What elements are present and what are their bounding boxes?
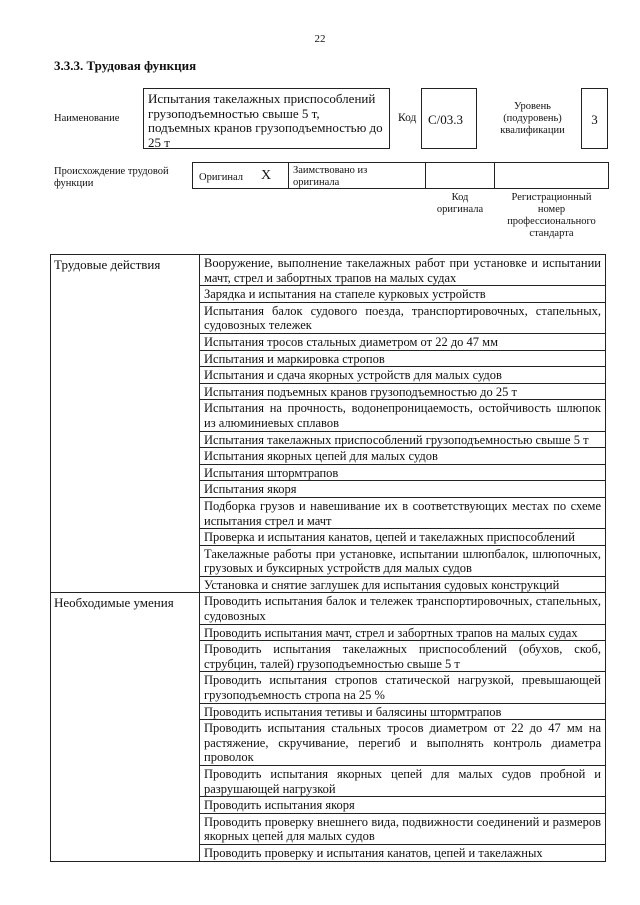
required-skills-row [51,593,606,861]
code-original-cell [425,162,495,189]
labor-actions-label: Трудовые действия [51,255,200,593]
list-item: Проводить испытания тетивы и балясины штормтрапов [200,704,605,721]
list-item: Установка и снятие заглушек для испытания судовых конструкций [204,577,560,592]
list-item: Проводить проверку внешнего вида, подвижности соединений и размеров якорных цепей для малых судов [200,814,605,845]
origin-original-cell [192,162,289,189]
list-item: Испытания и маркировка стропов [200,351,605,368]
list-item: Испытания штормтрапов [200,465,605,482]
list-item: Проводить испытания стальных тросов диаметром от 22 до 47 мм на растяжение, скручивание, перегиб и выполнять контроль диаметра проволок [200,720,605,766]
list-item: Вооружение, выполнение такелажных работ при установке и испытании мачт, стрел и забортных трапов на малых судах [200,255,605,286]
list-item: Испытания тросов стальных диаметром от 22 до 47 мм [200,334,605,351]
list-item: Проводить испытания балок и тележек транспортировочных, стапельных, судовозных [200,593,605,624]
list-item: Зарядка и испытания на стапеле курковых устройств [200,286,605,303]
list-item: Испытания балок судового поезда, транспортировочных, стапельных, судовозных тележек [200,303,605,334]
qualification-level-value: 3 [581,88,608,149]
name-value: Испытания такелажных приспособлений грузоподъемностью свыше 5 т, подъемных кранов грузоподъемностью до 25 т [143,88,390,149]
list-item: Испытания якорных цепей для малых судов [200,448,605,465]
page-number: 22 [314,33,326,45]
original-label: Оригинал [199,172,243,183]
code-value: С/03.3 [421,88,477,149]
list-item: Такелажные работы при установке, испытании шлюпбалок, шлюпочных, грузовых и буксирных устройств для малых судов [200,546,605,577]
borrowed-cell: Заимствовано из оригинала [288,162,426,189]
origin-label: Происхождение трудовой функции [54,166,169,189]
reg-number-caption: Регистрационный номер профессионального стандарта [507,192,596,239]
list-item: Испытания якоря [200,481,605,498]
list-item: Испытания и сдача якорных устройств для малых судов [200,367,605,384]
list-item: Проверка и испытания канатов, цепей и такелажных приспособлений [200,529,605,546]
labor-actions-list [200,255,606,593]
list-item: Проводить испытания мачт, стрел и забортных трапов на малых судах [200,625,605,642]
labor-actions-row [51,255,606,593]
list-item: Проводить испытания такелажных приспособлений (обухов, скоб, струбцин, талей) грузоподъемностью свыше 5 т [200,641,605,672]
list-item: Подборка грузов и навешивание их в соответствующих местах по схеме испытания стрел и мачт [200,498,605,529]
section-title: 3.3.3. Трудовая функция [54,58,197,73]
qualification-level-label: Уровень (подуровень) квалификации [500,101,565,136]
list-item: Испытания подъемных кранов грузоподъемностью до 25 т [200,384,605,401]
original-mark: X [261,168,272,183]
function-table [50,254,606,862]
list-item: Проводить проверку и испытания канатов, цепей и такелажных [204,845,543,860]
required-skills-list [200,593,606,861]
list-item: Проводить испытания якорных цепей для малых судов пробной и разрушающей нагрузкой [200,766,605,797]
code-original-caption: Код оригинала [436,192,484,215]
list-item: Испытания такелажных приспособлений грузоподъемностью свыше 5 т [200,432,605,449]
required-skills-label: Необходимые умения [51,593,200,861]
list-item: Проводить испытания стропов статической нагрузкой, превышающей грузоподъемность стропа на 25 % [200,672,605,703]
list-item: Испытания на прочность, водонепроницаемость, остойчивость шлюпок из алюминиевых сплавов [200,400,605,431]
name-label: Наименование [54,113,120,124]
code-label: Код [398,112,417,124]
reg-number-cell [494,162,609,189]
list-item: Проводить испытания якоря [200,797,605,814]
